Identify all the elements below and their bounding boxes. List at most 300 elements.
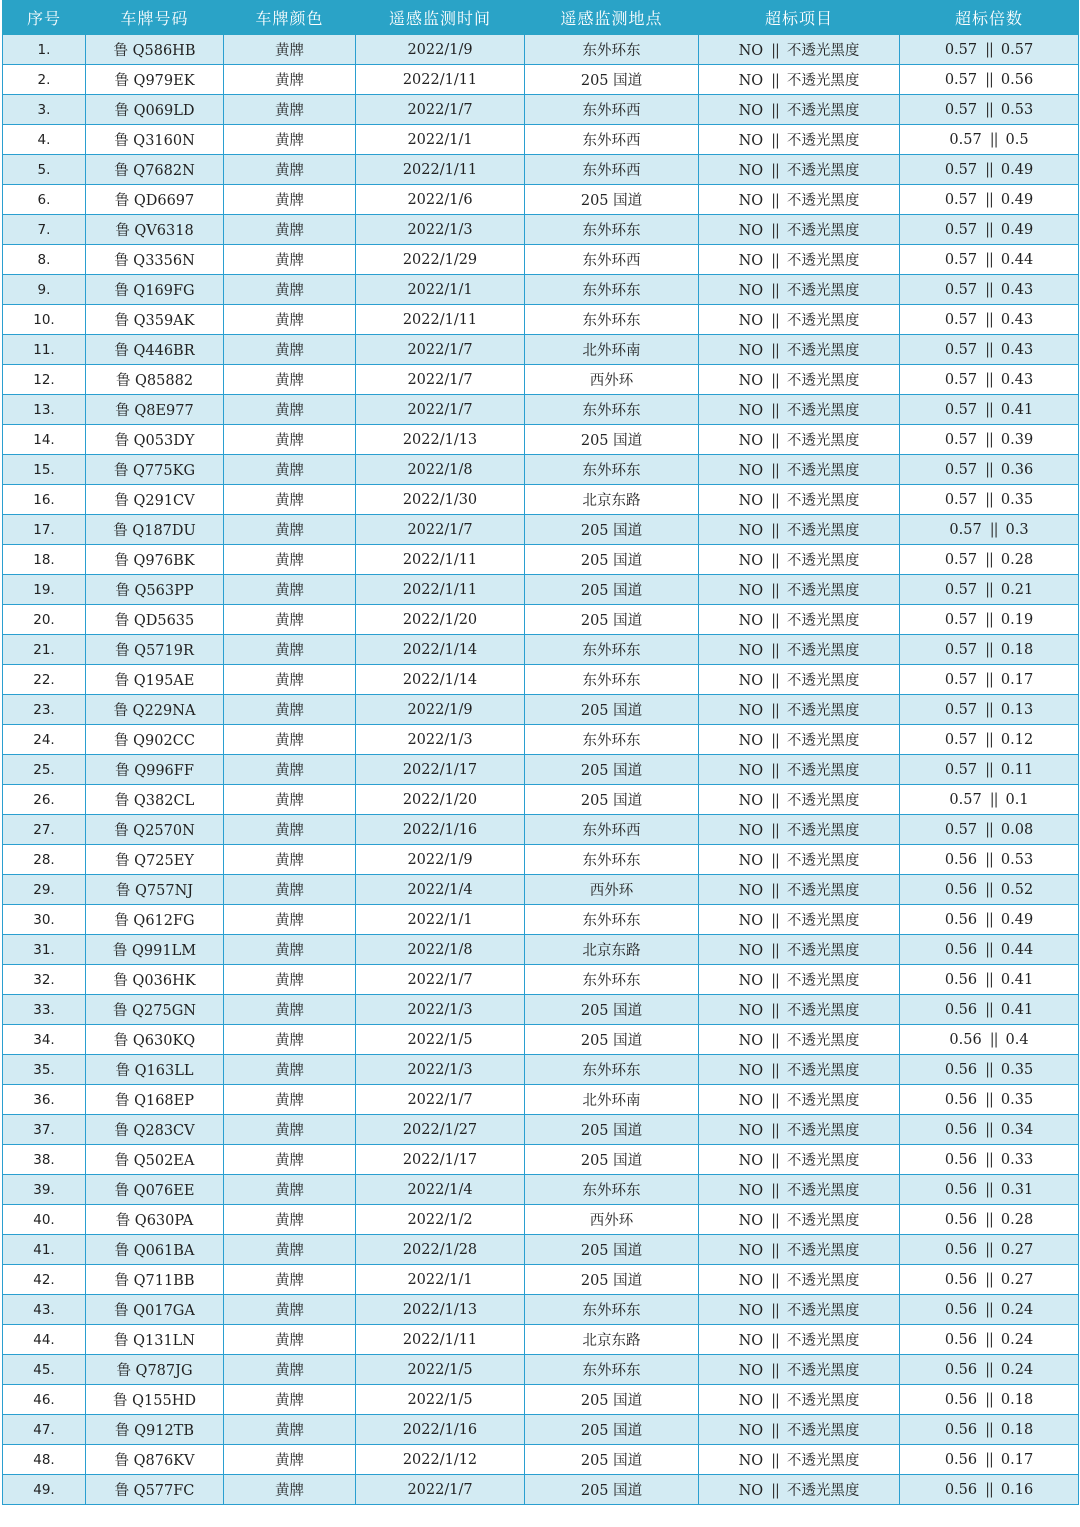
separator: || <box>771 553 779 569</box>
exceed-ratio-a: 0.56 <box>944 1421 978 1438</box>
table-row <box>3 1325 1079 1355</box>
exceed-ratio-b: 0.41 <box>1000 971 1034 988</box>
separator: || <box>985 851 993 868</box>
cell-index: 8. <box>3 245 86 275</box>
separator: || <box>771 943 779 959</box>
exceed-ratio-a: 0.57 <box>944 161 978 178</box>
cell-monitor-location: 东外环东 <box>525 965 699 995</box>
separator: || <box>985 821 993 838</box>
cell-plate: 鲁 Q3160N <box>86 125 224 155</box>
exceed-item-name: 不透光黑度 <box>786 943 860 959</box>
exceed-item-name: 不透光黑度 <box>786 583 860 599</box>
cell-exceed-item <box>699 125 900 155</box>
exceed-item-name: 不透光黑度 <box>786 1423 860 1439</box>
cell-plate-color: 黄牌 <box>224 425 356 455</box>
separator: || <box>985 71 993 88</box>
cell-index: 49. <box>3 1475 86 1505</box>
exceed-item-name: 不透光黑度 <box>786 253 860 269</box>
cell-exceed-item <box>699 815 900 845</box>
exceed-ratio-b: 0.43 <box>1000 281 1034 298</box>
separator: || <box>985 1451 993 1468</box>
cell-exceed-item <box>699 1475 900 1505</box>
exceed-ratio-b: 0.35 <box>1000 1091 1034 1108</box>
cell-exceed-ratio <box>900 395 1079 425</box>
exceed-ratio-a: 0.56 <box>944 851 978 868</box>
separator: || <box>985 701 993 718</box>
separator: || <box>985 41 993 58</box>
cell-monitor-time: 2022/1/5 <box>356 1385 525 1415</box>
cell-exceed-item <box>699 665 900 695</box>
exceed-ratio-b: 0.28 <box>1000 551 1034 568</box>
separator: || <box>771 1303 779 1319</box>
cell-monitor-location: 205 国道 <box>525 65 699 95</box>
separator: || <box>771 433 779 449</box>
cell-plate: 鲁 Q3356N <box>86 245 224 275</box>
table-row <box>3 845 1079 875</box>
exceed-item-name: 不透光黑度 <box>786 283 860 299</box>
exceed-item-code: NO <box>738 913 764 929</box>
table-row <box>3 575 1079 605</box>
separator: || <box>985 491 993 508</box>
exceed-item-code: NO <box>738 943 764 959</box>
separator: || <box>771 1183 779 1199</box>
separator: || <box>985 1121 993 1138</box>
cell-exceed-ratio <box>900 275 1079 305</box>
exceed-item-name: 不透光黑度 <box>786 403 860 419</box>
exceed-item-name: 不透光黑度 <box>786 1033 860 1049</box>
table-row <box>3 335 1079 365</box>
exceed-item-name: 不透光黑度 <box>786 1153 860 1169</box>
table-row <box>3 1145 1079 1175</box>
exceed-item-code: NO <box>738 1303 764 1319</box>
cell-monitor-location: 205 国道 <box>525 695 699 725</box>
cell-index: 14. <box>3 425 86 455</box>
cell-monitor-time: 2022/1/9 <box>356 35 525 65</box>
cell-exceed-item <box>699 845 900 875</box>
exceed-ratio-b: 0.53 <box>1000 851 1034 868</box>
cell-monitor-time: 2022/1/7 <box>356 515 525 545</box>
cell-plate-color: 黄牌 <box>224 785 356 815</box>
cell-plate: 鲁 Q8E977 <box>86 395 224 425</box>
separator: || <box>985 251 993 268</box>
cell-index: 22. <box>3 665 86 695</box>
exceed-item-name: 不透光黑度 <box>786 103 860 119</box>
cell-plate-color: 黄牌 <box>224 275 356 305</box>
cell-monitor-time: 2022/1/27 <box>356 1115 525 1145</box>
exceed-item-code: NO <box>738 223 764 239</box>
exceed-item-code: NO <box>738 1363 764 1379</box>
cell-exceed-item <box>699 1055 900 1085</box>
exceed-ratio-a: 0.57 <box>949 131 982 148</box>
table-row <box>3 1385 1079 1415</box>
cell-exceed-item <box>699 395 900 425</box>
cell-exceed-ratio <box>900 905 1079 935</box>
exceed-item-name: 不透光黑度 <box>786 1453 860 1469</box>
cell-plate-color: 黄牌 <box>224 485 356 515</box>
separator: || <box>985 1091 993 1108</box>
cell-plate: 鲁 Q775KG <box>86 455 224 485</box>
cell-plate: 鲁 Q187DU <box>86 515 224 545</box>
data-table-container <box>2 0 1078 1505</box>
table-row <box>3 995 1079 1025</box>
cell-index: 21. <box>3 635 86 665</box>
cell-monitor-location: 205 国道 <box>525 515 699 545</box>
cell-exceed-ratio <box>900 545 1079 575</box>
cell-index: 2. <box>3 65 86 95</box>
header-monitor-location: 遥感监测地点 <box>525 1 699 35</box>
cell-plate: 鲁 Q902CC <box>86 725 224 755</box>
cell-monitor-time: 2022/1/12 <box>356 1445 525 1475</box>
exceed-item-name: 不透光黑度 <box>786 673 860 689</box>
exceed-item-code: NO <box>738 103 764 119</box>
exceed-item-code: NO <box>738 1183 764 1199</box>
cell-monitor-location: 西外环 <box>525 875 699 905</box>
separator: || <box>771 1153 779 1169</box>
separator: || <box>771 283 779 299</box>
cell-monitor-time: 2022/1/11 <box>356 575 525 605</box>
cell-monitor-location: 北外环南 <box>525 1085 699 1115</box>
exceed-ratio-a: 0.57 <box>944 761 978 778</box>
cell-monitor-location: 205 国道 <box>525 995 699 1025</box>
table-row <box>3 965 1079 995</box>
cell-monitor-location: 东外环西 <box>525 95 699 125</box>
exceed-item-code: NO <box>738 1243 764 1259</box>
table-row <box>3 1205 1079 1235</box>
table-row <box>3 485 1079 515</box>
table-row <box>3 275 1079 305</box>
cell-plate-color: 黄牌 <box>224 1295 356 1325</box>
exceed-ratio-a: 0.56 <box>944 1331 978 1348</box>
cell-exceed-item <box>699 965 900 995</box>
separator: || <box>985 1421 993 1438</box>
exceed-ratio-a: 0.56 <box>944 1091 978 1108</box>
table-row <box>3 785 1079 815</box>
separator: || <box>985 401 993 418</box>
emission-exceed-table <box>2 0 1079 1505</box>
cell-monitor-time: 2022/1/7 <box>356 965 525 995</box>
exceed-ratio-a: 0.56 <box>944 1181 978 1198</box>
cell-index: 13. <box>3 395 86 425</box>
exceed-ratio-b: 0.19 <box>1000 611 1034 628</box>
exceed-item-name: 不透光黑度 <box>786 193 860 209</box>
cell-monitor-location: 205 国道 <box>525 1415 699 1445</box>
cell-exceed-ratio <box>900 935 1079 965</box>
cell-plate-color: 黄牌 <box>224 1205 356 1235</box>
cell-plate-color: 黄牌 <box>224 1415 356 1445</box>
cell-exceed-item <box>699 1025 900 1055</box>
exceed-item-code: NO <box>738 613 764 629</box>
cell-plate: 鲁 Q163LL <box>86 1055 224 1085</box>
separator: || <box>771 763 779 779</box>
exceed-item-name: 不透光黑度 <box>786 1303 860 1319</box>
exceed-ratio-a: 0.57 <box>944 41 978 58</box>
table-row <box>3 635 1079 665</box>
cell-monitor-time: 2022/1/9 <box>356 695 525 725</box>
exceed-ratio-a: 0.57 <box>949 521 982 538</box>
cell-index: 28. <box>3 845 86 875</box>
separator: || <box>771 1333 779 1349</box>
cell-exceed-item <box>699 155 900 185</box>
exceed-ratio-b: 0.36 <box>1000 461 1034 478</box>
cell-plate: 鲁 QD6697 <box>86 185 224 215</box>
separator: || <box>771 913 779 929</box>
exceed-item-code: NO <box>738 1093 764 1109</box>
exceed-item-name: 不透光黑度 <box>786 703 860 719</box>
cell-plate-color: 黄牌 <box>224 695 356 725</box>
separator: || <box>771 403 779 419</box>
cell-exceed-ratio <box>900 1385 1079 1415</box>
table-row <box>3 935 1079 965</box>
cell-index: 33. <box>3 995 86 1025</box>
separator: || <box>771 313 779 329</box>
table-row <box>3 395 1079 425</box>
cell-index: 15. <box>3 455 86 485</box>
cell-monitor-location: 东外环东 <box>525 1355 699 1385</box>
exceed-ratio-a: 0.56 <box>944 1481 978 1498</box>
table-row <box>3 65 1079 95</box>
exceed-ratio-a: 0.56 <box>944 1361 978 1378</box>
cell-index: 23. <box>3 695 86 725</box>
exceed-item-name: 不透光黑度 <box>786 133 860 149</box>
cell-monitor-location: 西外环 <box>525 365 699 395</box>
cell-plate-color: 黄牌 <box>224 1355 356 1385</box>
cell-index: 11. <box>3 335 86 365</box>
separator: || <box>985 611 993 628</box>
cell-index: 26. <box>3 785 86 815</box>
exceed-item-name: 不透光黑度 <box>786 823 860 839</box>
cell-monitor-time: 2022/1/9 <box>356 845 525 875</box>
table-row <box>3 1055 1079 1085</box>
cell-exceed-ratio <box>900 995 1079 1025</box>
cell-exceed-item <box>699 1235 900 1265</box>
exceed-ratio-a: 0.57 <box>944 671 978 688</box>
exceed-ratio-a: 0.57 <box>944 281 978 298</box>
separator: || <box>771 1243 779 1259</box>
cell-monitor-time: 2022/1/1 <box>356 1265 525 1295</box>
separator: || <box>985 581 993 598</box>
table-row <box>3 425 1079 455</box>
cell-exceed-item <box>699 1355 900 1385</box>
cell-plate: 鲁 Q291CV <box>86 485 224 515</box>
cell-monitor-time: 2022/1/2 <box>356 1205 525 1235</box>
exceed-item-code: NO <box>738 163 764 179</box>
separator: || <box>771 1213 779 1229</box>
exceed-item-code: NO <box>738 1423 764 1439</box>
exceed-ratio-a: 0.56 <box>944 1211 978 1228</box>
table-body <box>3 35 1079 1505</box>
cell-monitor-location: 东外环东 <box>525 725 699 755</box>
exceed-ratio-b: 0.31 <box>1000 1181 1034 1198</box>
cell-plate-color: 黄牌 <box>224 1445 356 1475</box>
exceed-item-name: 不透光黑度 <box>786 493 860 509</box>
cell-index: 41. <box>3 1235 86 1265</box>
cell-exceed-item <box>699 1265 900 1295</box>
cell-monitor-location: 205 国道 <box>525 785 699 815</box>
exceed-item-code: NO <box>738 1153 764 1169</box>
exceed-item-name: 不透光黑度 <box>786 1093 860 1109</box>
cell-monitor-time: 2022/1/11 <box>356 545 525 575</box>
cell-plate-color: 黄牌 <box>224 215 356 245</box>
header-exceed-item: 超标项目 <box>699 1 900 35</box>
exceed-ratio-a: 0.57 <box>944 701 978 718</box>
cell-monitor-time: 2022/1/13 <box>356 425 525 455</box>
cell-plate: 鲁 Q586HB <box>86 35 224 65</box>
table-row <box>3 155 1079 185</box>
cell-exceed-ratio <box>900 1355 1079 1385</box>
table-row <box>3 215 1079 245</box>
separator: || <box>985 281 993 298</box>
separator: || <box>771 373 779 389</box>
cell-monitor-location: 205 国道 <box>525 1235 699 1265</box>
table-row <box>3 1115 1079 1145</box>
exceed-item-name: 不透光黑度 <box>786 1063 860 1079</box>
exceed-ratio-b: 0.24 <box>1000 1361 1034 1378</box>
cell-plate-color: 黄牌 <box>224 575 356 605</box>
separator: || <box>771 103 779 119</box>
separator: || <box>771 613 779 629</box>
cell-plate-color: 黄牌 <box>224 365 356 395</box>
exceed-item-name: 不透光黑度 <box>786 1123 860 1139</box>
exceed-item-name: 不透光黑度 <box>786 913 860 929</box>
exceed-item-name: 不透光黑度 <box>786 1273 860 1289</box>
cell-monitor-location: 205 国道 <box>525 1025 699 1055</box>
cell-plate: 鲁 Q359AK <box>86 305 224 335</box>
exceed-ratio-a: 0.57 <box>944 581 978 598</box>
cell-monitor-time: 2022/1/8 <box>356 455 525 485</box>
cell-plate-color: 黄牌 <box>224 545 356 575</box>
cell-exceed-ratio <box>900 635 1079 665</box>
cell-plate: 鲁 Q787JG <box>86 1355 224 1385</box>
cell-exceed-ratio <box>900 1475 1079 1505</box>
exceed-ratio-a: 0.56 <box>944 1241 978 1258</box>
cell-exceed-ratio <box>900 515 1079 545</box>
exceed-item-code: NO <box>738 283 764 299</box>
cell-exceed-ratio <box>900 605 1079 635</box>
cell-monitor-location: 东外环东 <box>525 905 699 935</box>
exceed-ratio-a: 0.56 <box>944 881 978 898</box>
cell-exceed-ratio <box>900 1025 1079 1055</box>
cell-monitor-location: 东外环东 <box>525 395 699 425</box>
cell-monitor-time: 2022/1/20 <box>356 785 525 815</box>
cell-monitor-time: 2022/1/8 <box>356 935 525 965</box>
exceed-item-code: NO <box>738 703 764 719</box>
cell-monitor-time: 2022/1/4 <box>356 1175 525 1205</box>
exceed-item-code: NO <box>738 403 764 419</box>
cell-plate: 鲁 Q976BK <box>86 545 224 575</box>
exceed-ratio-b: 0.52 <box>1000 881 1034 898</box>
cell-exceed-item <box>699 515 900 545</box>
cell-exceed-item <box>699 605 900 635</box>
separator: || <box>989 521 998 538</box>
cell-monitor-time: 2022/1/11 <box>356 305 525 335</box>
cell-plate-color: 黄牌 <box>224 1175 356 1205</box>
cell-index: 35. <box>3 1055 86 1085</box>
cell-index: 30. <box>3 905 86 935</box>
cell-monitor-time: 2022/1/14 <box>356 665 525 695</box>
exceed-item-code: NO <box>738 553 764 569</box>
cell-index: 46. <box>3 1385 86 1415</box>
cell-exceed-ratio <box>900 1265 1079 1295</box>
separator: || <box>985 761 993 778</box>
cell-plate: 鲁 Q502EA <box>86 1145 224 1175</box>
cell-plate-color: 黄牌 <box>224 245 356 275</box>
cell-exceed-ratio <box>900 845 1079 875</box>
exceed-item-code: NO <box>738 523 764 539</box>
table-row <box>3 515 1079 545</box>
cell-monitor-location: 东外环东 <box>525 455 699 485</box>
cell-plate-color: 黄牌 <box>224 755 356 785</box>
cell-monitor-time: 2022/1/17 <box>356 755 525 785</box>
cell-plate-color: 黄牌 <box>224 185 356 215</box>
exceed-item-code: NO <box>738 1453 764 1469</box>
exceed-ratio-b: 0.24 <box>1000 1301 1034 1318</box>
separator: || <box>985 1361 993 1378</box>
cell-index: 12. <box>3 365 86 395</box>
separator: || <box>985 1271 993 1288</box>
cell-monitor-location: 205 国道 <box>525 545 699 575</box>
cell-monitor-time: 2022/1/1 <box>356 275 525 305</box>
cell-plate-color: 黄牌 <box>224 95 356 125</box>
exceed-item-name: 不透光黑度 <box>786 1213 860 1229</box>
table-row <box>3 95 1079 125</box>
cell-index: 39. <box>3 1175 86 1205</box>
exceed-item-code: NO <box>738 643 764 659</box>
separator: || <box>985 551 993 568</box>
exceed-ratio-a: 0.57 <box>944 731 978 748</box>
cell-plate: 鲁 Q711BB <box>86 1265 224 1295</box>
exceed-ratio-b: 0.21 <box>1000 581 1034 598</box>
separator: || <box>771 1423 779 1439</box>
cell-plate-color: 黄牌 <box>224 965 356 995</box>
cell-exceed-item <box>699 1295 900 1325</box>
separator: || <box>985 431 993 448</box>
separator: || <box>985 641 993 658</box>
separator: || <box>771 523 779 539</box>
separator: || <box>771 1483 779 1499</box>
cell-plate-color: 黄牌 <box>224 1235 356 1265</box>
exceed-item-code: NO <box>738 463 764 479</box>
separator: || <box>985 941 993 958</box>
exceed-item-name: 不透光黑度 <box>786 853 860 869</box>
cell-exceed-ratio <box>900 215 1079 245</box>
cell-plate-color: 黄牌 <box>224 305 356 335</box>
cell-exceed-ratio <box>900 1235 1079 1265</box>
exceed-ratio-a: 0.56 <box>944 1301 978 1318</box>
exceed-item-name: 不透光黑度 <box>786 1333 860 1349</box>
table-row <box>3 755 1079 785</box>
cell-exceed-item <box>699 725 900 755</box>
cell-index: 10. <box>3 305 86 335</box>
separator: || <box>771 463 779 479</box>
separator: || <box>771 973 779 989</box>
cell-index: 45. <box>3 1355 86 1385</box>
cell-monitor-time: 2022/1/13 <box>356 1295 525 1325</box>
cell-index: 40. <box>3 1205 86 1235</box>
exceed-ratio-a: 0.57 <box>944 311 978 328</box>
cell-exceed-item <box>699 1445 900 1475</box>
exceed-ratio-a: 0.56 <box>949 1031 982 1048</box>
exceed-item-code: NO <box>738 343 764 359</box>
cell-plate-color: 黄牌 <box>224 515 356 545</box>
cell-monitor-time: 2022/1/17 <box>356 1145 525 1175</box>
cell-exceed-item <box>699 545 900 575</box>
cell-exceed-ratio <box>900 35 1079 65</box>
exceed-ratio-a: 0.57 <box>944 191 978 208</box>
separator: || <box>771 1033 779 1049</box>
separator: || <box>771 1123 779 1139</box>
cell-plate: 鲁 Q169FG <box>86 275 224 305</box>
cell-exceed-item <box>699 365 900 395</box>
